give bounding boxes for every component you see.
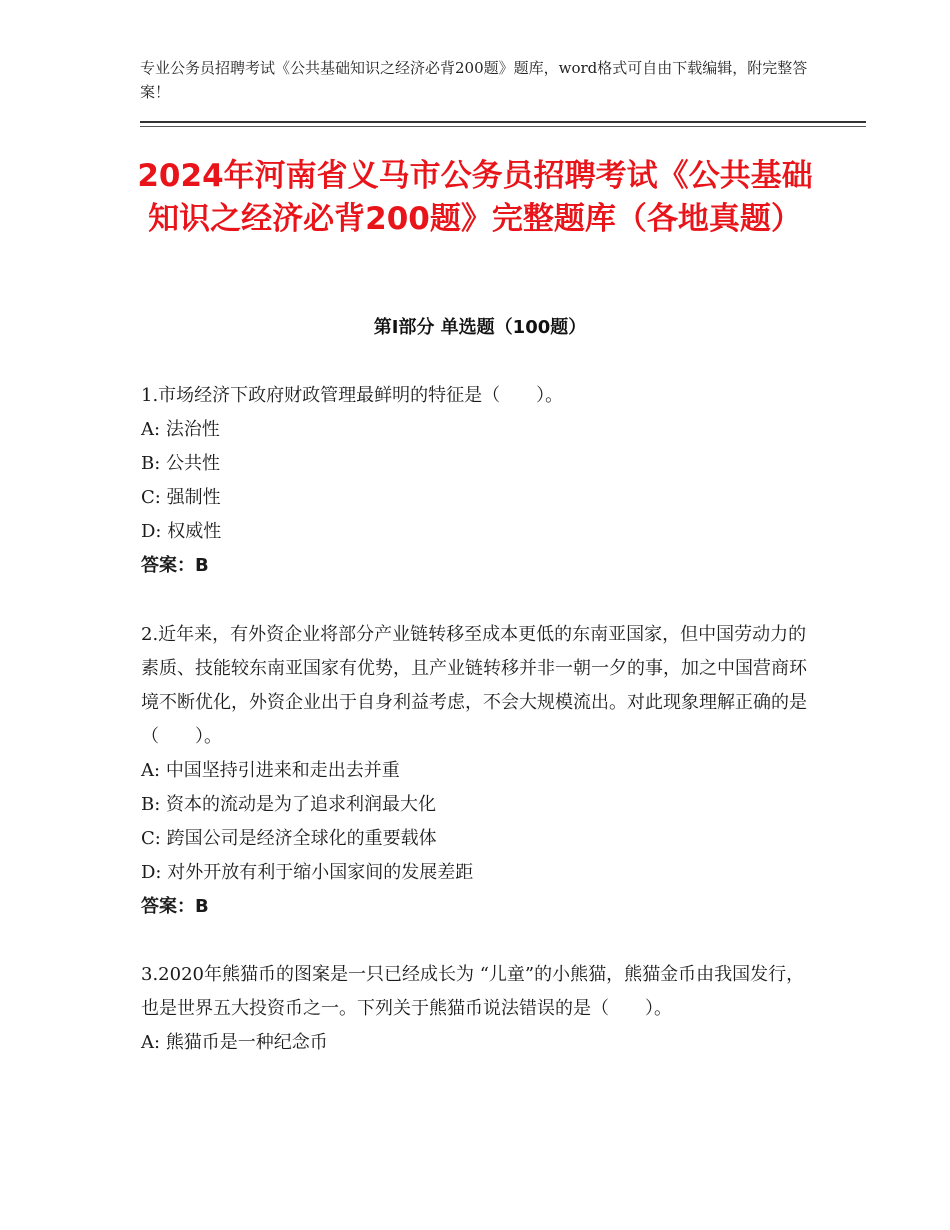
option-text: 中国坚持引进来和走出去并重 [165, 760, 400, 781]
option-text: 对外开放有利于缩小国家间的发展差距 [167, 862, 474, 883]
option-text: 熊猫币是一种纪念币 [165, 1032, 328, 1053]
question-1 [141, 379, 811, 583]
question-2 [141, 618, 811, 924]
header-divider-thin [140, 126, 866, 127]
option-letter: D: [141, 862, 162, 883]
option-a [141, 1026, 811, 1060]
option-b [141, 447, 811, 481]
answer: 答案：B [141, 555, 209, 576]
answer: 答案：B [141, 896, 209, 917]
option-letter: B: [141, 453, 161, 474]
option-d [141, 856, 811, 890]
option-a [141, 413, 811, 447]
header-note: 专业公务员招聘考试《公共基础知识之经济必背200题》题库，word格式可自由下载编辑，附完整答案！ [140, 59, 808, 101]
question-stem: 3.2020年熊猫币的图案是一只已经成长为 “儿童”的小熊猫，熊猫金币由我国发行，也是世界五大投资币之一。下列关于熊猫币说法错误的是（ ）。 [141, 964, 805, 1019]
option-letter: A: [141, 419, 161, 440]
header-divider-thick [140, 121, 866, 123]
option-letter: C: [141, 828, 161, 849]
option-b [141, 788, 811, 822]
question-stem: 1.市场经济下政府财政管理最鲜明的特征是（ ）。 [141, 385, 564, 406]
option-letter: C: [141, 487, 161, 508]
option-text: 权威性 [167, 521, 222, 542]
question-stem: 2.近年来，有外资企业将部分产业链转移至成本更低的东南亚国家，但中国劳动力的素质、技能较东南亚国家有优势，且产业链转移并非一朝一夕的事，加之中国营商环境不断优化，外资企业出于自身利益考虑，不会大规模流出。对此现象理解正确的是（ ）。 [141, 624, 807, 747]
section-title: 第Ⅰ部分 单选题（100题） [373, 317, 587, 338]
option-letter: D: [141, 521, 162, 542]
option-letter: A: [141, 760, 161, 781]
option-c [141, 822, 811, 856]
option-text: 公共性 [166, 453, 221, 474]
document-title: 2024年河南省义马市公务员招聘考试《公共基础知识之经济必背200题》完整题库（各地真题） [137, 158, 813, 237]
option-c [141, 481, 811, 515]
option-text: 资本的流动是为了追求利润最大化 [166, 794, 437, 815]
option-text: 强制性 [166, 487, 221, 508]
option-letter: B: [141, 794, 161, 815]
option-d [141, 515, 811, 549]
option-a [141, 754, 811, 788]
question-3 [141, 958, 811, 1060]
option-text: 法治性 [165, 419, 220, 440]
option-text: 跨国公司是经济全球化的重要载体 [166, 828, 437, 849]
option-letter: A: [141, 1032, 161, 1053]
